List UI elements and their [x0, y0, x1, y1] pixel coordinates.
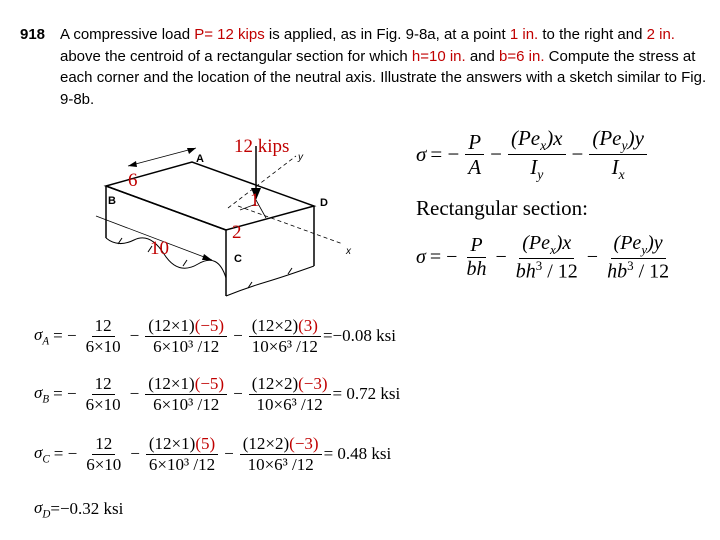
minus-sign: − [495, 246, 507, 269]
stress-c-result: = 0.48 ksi [323, 444, 392, 464]
stress-a-equation [34, 316, 396, 356]
axis-x-label: x [346, 246, 351, 257]
dim-arrowhead [187, 148, 196, 154]
term-denominator: bh [466, 258, 487, 281]
term-denominator: $bh^3 / 12$ [515, 257, 578, 283]
equals-minus: = − [53, 444, 78, 464]
text-part-offset-y: 2 in. [646, 26, 675, 43]
sigma-symbol: $\sigma_B$ [34, 382, 50, 406]
minus-sign: − [130, 444, 140, 464]
term-bending-y: $\frac{(12\times 1)(5)}{\text{6×10³ /12}}$ [146, 434, 218, 474]
minus-sign: − [490, 141, 502, 166]
term-pey-over-hb3 [604, 232, 672, 284]
term-denominator: $I_y$ [530, 154, 544, 183]
term-numerator: P [465, 130, 484, 155]
term-numerator: $(Pe_y)y$ [611, 232, 666, 259]
rect-formula [416, 232, 674, 284]
minus-sign: − [571, 141, 584, 166]
term-axial: $\frac{12}{6\times 10}$ [85, 316, 121, 356]
minus-sign: − [233, 326, 243, 346]
problem-text [60, 24, 710, 110]
equals-minus: = − [53, 384, 77, 404]
hatch [183, 260, 187, 266]
minus-sign: − [233, 384, 243, 404]
dim-arrowhead [128, 161, 137, 167]
text-part: Compute the stress at each corner and the location of the neutral axis. Illustrate the answers with a sketch similar to Fig. 9-8b. [60, 47, 707, 108]
term-numerator: $(Pe_x)x$ [508, 126, 566, 155]
rect-section-heading: Rectangular section: [416, 196, 589, 220]
corner-d-label: D [320, 197, 328, 209]
minus-sign: − [129, 384, 140, 404]
offset-x-label: 1 [250, 190, 260, 211]
text-part-b: b=6 in. [499, 47, 545, 65]
load-label: 12 kips [234, 136, 290, 157]
term-bending-x: $\frac{(12\times 2)(-3)}{\text{10×6³ /12}}$ [240, 434, 322, 474]
term-pex-over-iy [508, 126, 566, 183]
stress-b-equation [34, 374, 400, 414]
text-part: to the right and [538, 26, 647, 43]
equals-minus: = − [53, 326, 77, 346]
equals-minus: = − [429, 246, 458, 269]
text-part: and [465, 47, 500, 65]
term-axial: $\frac{12}{6\times 10}$ [85, 374, 121, 414]
dim-h-label: 10 [150, 238, 169, 259]
text-part: above the centroid of a rectangular section for which [60, 47, 412, 65]
minus-sign: − [224, 444, 234, 464]
term-bending-y: $\frac{(12\times 1)(-5)}{\text{6×10³ /12}}$ [145, 316, 227, 356]
text-part-load: P= 12 kips [194, 26, 265, 43]
term-numerator: P [467, 234, 485, 258]
corner-a-label: A [196, 153, 204, 165]
corner-b-label: B [108, 195, 116, 207]
dim-arrowhead [202, 254, 212, 260]
axis-y-line [228, 156, 296, 208]
term-pey-over-ix [589, 126, 647, 183]
term-pex-over-bh3 [513, 232, 581, 284]
offset-y-label: 2 [232, 222, 242, 243]
dim-b-label: 6 [128, 170, 138, 191]
sigma-symbol: $\sigma_A$ [34, 324, 50, 348]
text-part: A compressive load [60, 26, 195, 43]
problem-number: 918 [20, 26, 46, 43]
term-denominator: $I_x$ [611, 154, 625, 183]
corner-c-label: C [234, 253, 242, 265]
term-axial: $\frac{12}{6\times 10}$ [86, 434, 122, 474]
sigma-symbol: $\sigma_C$ [34, 442, 50, 466]
term-p-over-bh [463, 234, 489, 281]
term-p-over-a [465, 130, 484, 179]
stress-d-result: =−0.32 ksi [50, 499, 124, 519]
term-numerator: $(Pe_y)y$ [589, 126, 647, 155]
term-bending-x: $\frac{(12\times 2)(3)}{\text{10×6³ /12}}$ [249, 316, 321, 356]
term-bending-y: $\frac{(12\times 1)(-5)}{\text{6×10³ /12}}$ [145, 374, 227, 414]
text-part: is applied, as in Fig. 9-8a, at a point [264, 26, 510, 43]
sigma-symbol: σ [416, 246, 426, 269]
term-numerator: $(Pe_x)x$ [519, 232, 574, 259]
text-part-h: h=10 in. [411, 47, 466, 65]
stress-a-result: =−0.08 ksi [322, 326, 396, 346]
axis-y-label: y [298, 152, 303, 163]
hatch [288, 268, 292, 274]
minus-sign: − [129, 326, 140, 346]
problem-statement [20, 24, 710, 110]
stress-d-equation [34, 498, 123, 520]
general-formula [416, 126, 649, 183]
sigma-symbol: $\sigma_D$ [34, 498, 51, 521]
sigma-symbol: σ [416, 141, 427, 166]
term-denominator: $hb^3 / 12$ [607, 257, 670, 283]
stress-c-equation [34, 434, 391, 474]
stress-b-result: = 0.72 ksi [332, 384, 401, 404]
term-bending-x: $\frac{(12\times 2)(-3)}{\text{10×6³ /12}}$ [249, 374, 331, 414]
block-figure [88, 126, 378, 306]
term-denominator: A [468, 154, 482, 179]
break-line-right [226, 266, 314, 296]
equals-minus: = − [430, 141, 460, 166]
minus-sign: − [586, 246, 599, 269]
text-part-offset-x: 1 in. [509, 26, 539, 43]
